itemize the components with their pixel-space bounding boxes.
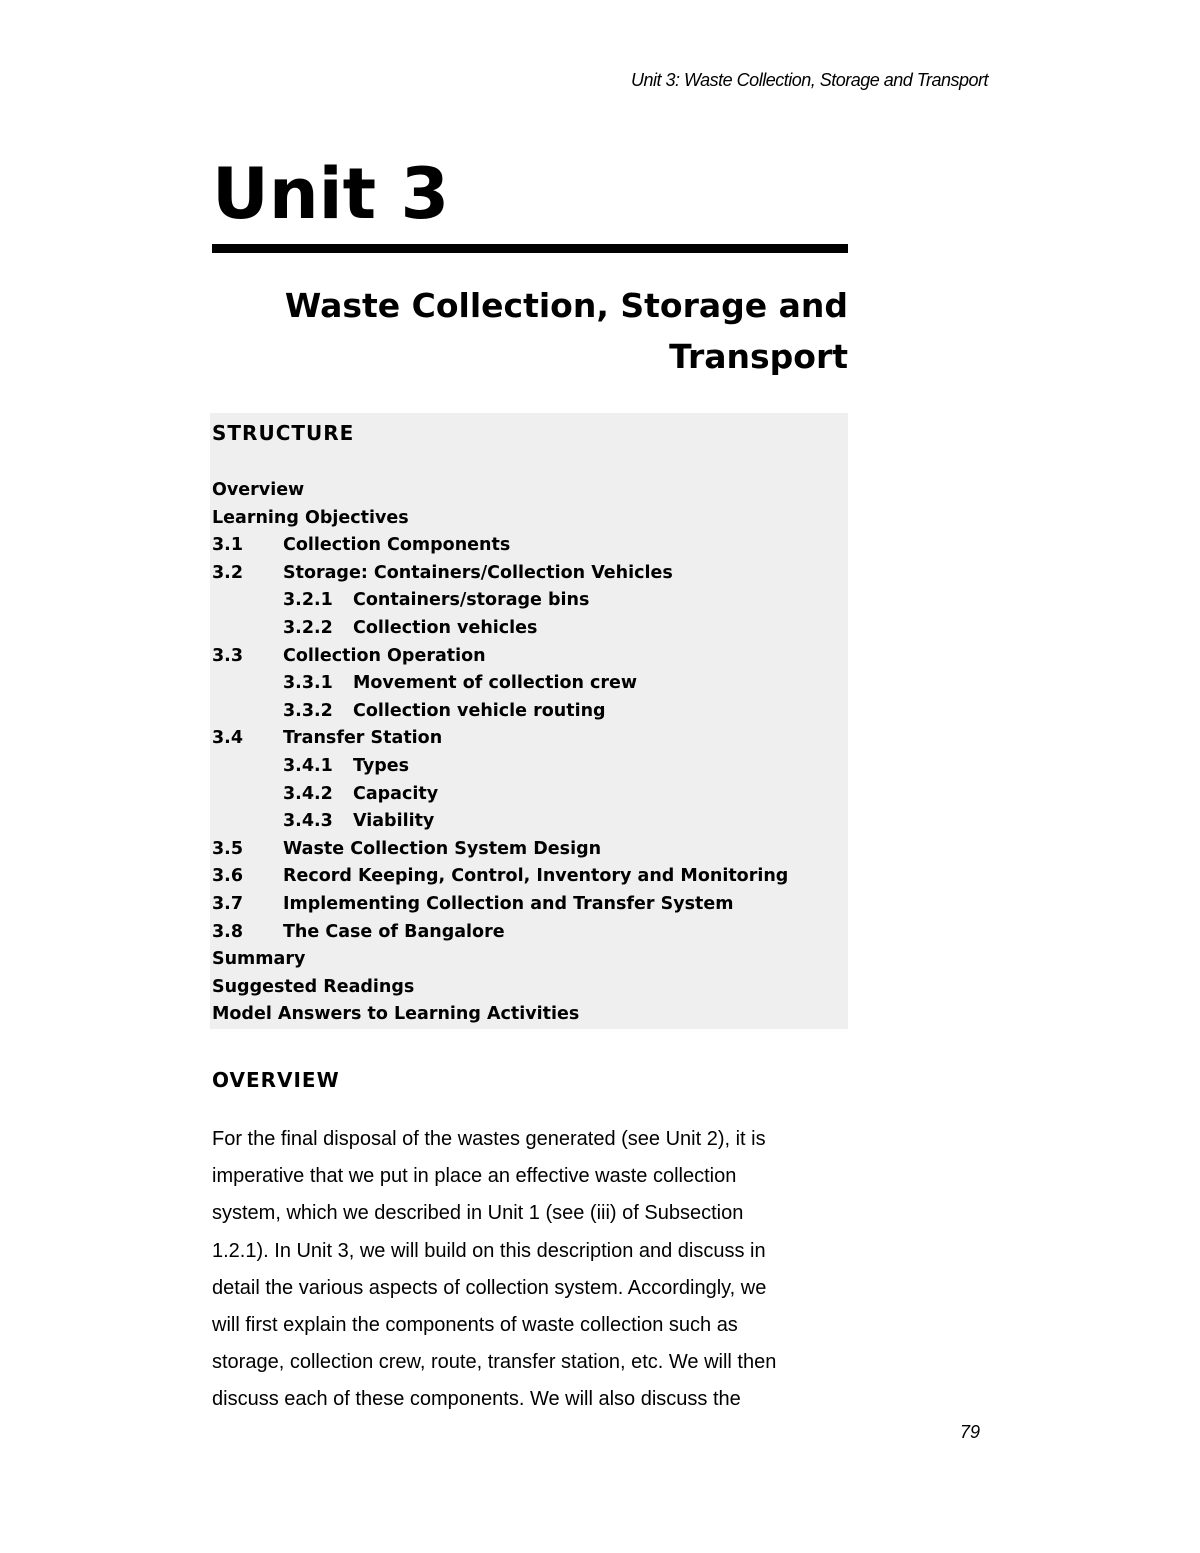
toc-entry (212, 505, 848, 533)
toc-entry-label: Model Answers to Learning Activities (212, 1004, 580, 1025)
toc-entry-number: 3.3 (212, 645, 244, 666)
toc-entry (212, 1001, 848, 1029)
overview-line: discuss each of these components. We will also discuss the (212, 1388, 741, 1411)
toc-entry (212, 863, 848, 891)
structure-heading: STRUCTURE (212, 421, 355, 445)
unit-subtitle-line2: Transport (669, 337, 848, 376)
toc-entry (212, 974, 848, 1002)
toc-entry-label: The Case of Bangalore (283, 921, 505, 942)
toc-entry (212, 532, 848, 560)
toc-entry (212, 643, 848, 671)
toc-entry (212, 946, 848, 974)
toc-entry-label: Collection Components (283, 535, 511, 556)
toc-entry (212, 919, 848, 947)
toc-entry (212, 808, 848, 836)
overview-line: imperative that we put in place an effective waste collection (212, 1165, 737, 1188)
toc-entry (212, 891, 848, 919)
toc-entry-number: 3.5 (212, 838, 244, 859)
toc-entry-label: Containers/storage bins (353, 590, 590, 611)
toc-entry (212, 753, 848, 781)
overview-line: detail the various aspects of collection system. Accordingly, we (212, 1276, 767, 1299)
toc-entry-number: 3.2.2 (283, 617, 333, 638)
overview-line: storage, collection crew, route, transfer station, etc. We will then (212, 1351, 777, 1374)
toc-entry-label: Implementing Collection and Transfer System (283, 893, 734, 914)
toc-entry (212, 615, 848, 643)
overview-heading: OVERVIEW (212, 1068, 340, 1092)
toc-entry-number: 3.4.3 (283, 811, 333, 832)
toc-entry (212, 781, 848, 809)
toc-entry-label: Capacity (353, 783, 439, 804)
page-number: 79 (959, 1422, 980, 1442)
running-head: Unit 3: Waste Collection, Storage and Transport (630, 70, 988, 90)
toc-entry (212, 560, 848, 588)
toc-entry-number: 3.2 (212, 562, 244, 583)
toc-entry (212, 836, 848, 864)
toc-entry-number: 3.7 (212, 893, 244, 914)
toc-entry-number: 3.4.1 (283, 755, 333, 776)
toc-entry-label: Viability (353, 811, 435, 832)
toc-entry-label: Types (353, 755, 410, 776)
overview-line: 1.2.1). In Unit 3, we will build on this description and discuss in (212, 1239, 766, 1262)
title-rule (212, 244, 848, 253)
toc-entry-label: Storage: Containers/Collection Vehicles (283, 562, 673, 583)
overview-line: will first explain the components of waste collection such as (212, 1314, 738, 1337)
toc-entry (212, 670, 848, 698)
toc-entry-label: Summary (212, 949, 306, 970)
toc-entry-number: 3.3.1 (283, 673, 333, 694)
overview-line: For the final disposal of the wastes generated (see Unit 2), it is (212, 1128, 766, 1150)
toc-entry (212, 698, 848, 726)
toc-entry-label: Transfer Station (283, 728, 443, 749)
toc-entry-label: Suggested Readings (212, 976, 415, 997)
structure-list (212, 477, 848, 1029)
toc-entry-label: Learning Objectives (212, 507, 409, 528)
toc-entry-number: 3.4 (212, 728, 244, 749)
toc-entry-number: 3.4.2 (283, 783, 333, 804)
toc-entry-number: 3.2.1 (283, 590, 333, 611)
unit-subtitle (212, 280, 848, 382)
overview-line: system, which we described in Unit 1 (see (iii) of Subsection (212, 1202, 744, 1225)
toc-entry-label: Collection vehicles (353, 617, 538, 638)
toc-entry-number: 3.6 (212, 866, 244, 887)
structure-box (210, 413, 848, 1029)
toc-entry-number: 3.3.2 (283, 700, 333, 721)
toc-entry (212, 587, 848, 615)
toc-entry-number: 3.1 (212, 535, 244, 556)
unit-subtitle-line1: Waste Collection, Storage and (284, 286, 848, 325)
toc-entry-label: Collection Operation (283, 645, 486, 666)
overview-body (212, 1121, 852, 1419)
toc-entry (212, 725, 848, 753)
unit-title: Unit 3 (212, 153, 450, 235)
toc-entry-number: 3.8 (212, 921, 244, 942)
toc-entry-label: Movement of collection crew (353, 673, 638, 694)
toc-entry-label: Waste Collection System Design (283, 838, 602, 859)
toc-entry-label: Record Keeping, Control, Inventory and Monitoring (283, 866, 789, 887)
toc-entry-label: Overview (212, 480, 305, 500)
toc-entry-label: Collection vehicle routing (353, 700, 606, 721)
toc-entry (212, 477, 848, 505)
